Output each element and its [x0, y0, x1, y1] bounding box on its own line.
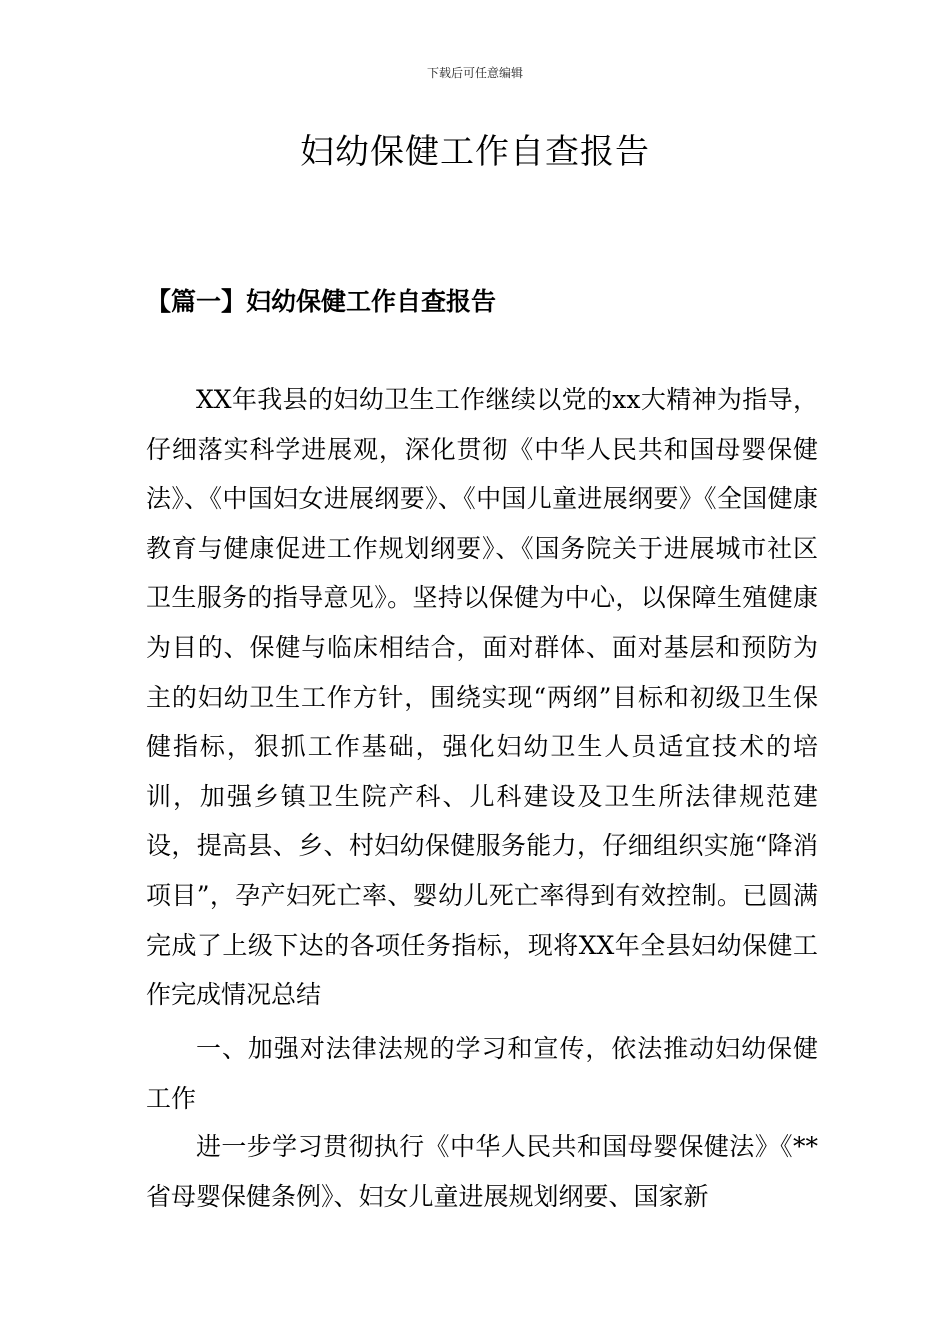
paragraph-intro: XX年我县的妇幼卫生工作继续以党的xx大精神为指导，仔细落实科学进展观，深化贯彻《中华人民共和国母婴保健法》、《中国妇女进展纲要》、《中国儿童进展纲要》《全国健康教育与健康促进工作规划纲要》、《国务院关于进展城市社区卫生服务的指导意见》。坚持以保健为中心，以保障生殖健康为目的、保健与临床相结合，面对群体、面对基层和预防为主的妇幼卫生工作方针，围绕实现“两纲”目标和初级卫生保健指标，狠抓工作基础，强化妇幼卫生人员适宜技术的培训，加强乡镇卫生院产科、儿科建设及卫生所法律规范建设，提高县、乡、村妇幼保健服务能力，仔细组织实施“降消项目”，孕产妇死亡率、婴幼儿死亡率得到有效控制。已圆满完成了上级下达的各项任务指标，现将XX年全县妇幼保健工作完成情况总结: [146, 385, 818, 1010]
document-title: 妇幼保健工作自查报告: [300, 132, 650, 172]
subsection-heading-one: 一、加强对法律法规的学习和宣传，依法推动妇幼保健工作: [146, 1034, 818, 1113]
header-note: 下载后可任意编辑: [426, 66, 523, 80]
section-heading: 【篇一】妇幼保健工作自查报告: [146, 287, 497, 316]
paragraph-study: 进一步学习贯彻执行《中华人民共和国母婴保健法》《**省母婴保健条例》、妇女儿童进展规划纲要、国家新: [146, 1132, 818, 1211]
